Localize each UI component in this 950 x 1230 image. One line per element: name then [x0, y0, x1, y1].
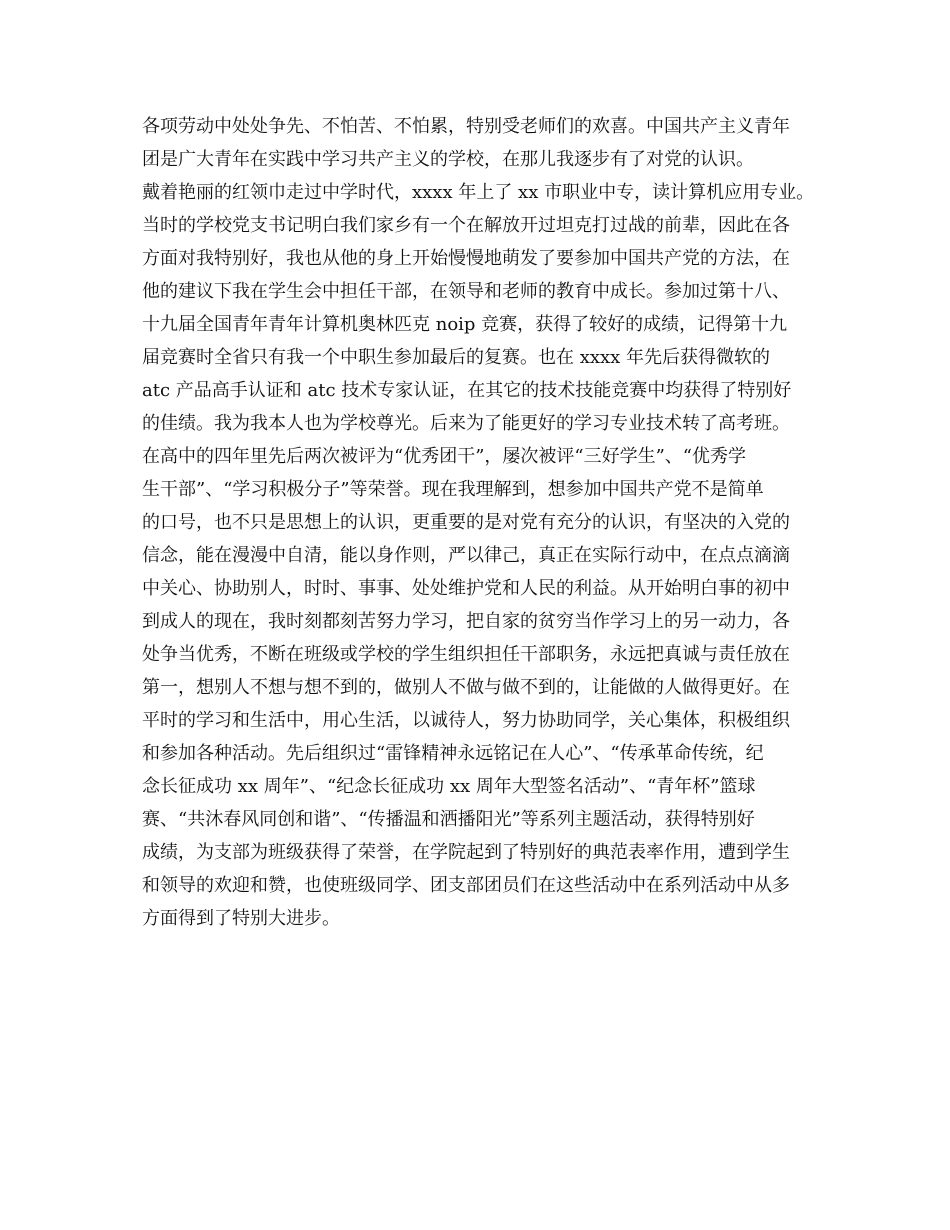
text-line: 他的建议下我在学生会中担任干部，在领导和老师的教育中成长。参加过第十八、	[142, 281, 790, 302]
text-line: 当时的学校党支书记明白我们家乡有一个在解放开过坦克打过战的前辈，因此在各	[142, 215, 790, 236]
text-line: 方面对我特别好，我也从他的身上开始慢慢地萌发了要参加中国共产党的方法，在	[142, 248, 790, 269]
text-line: 到成人的现在，我时刻都刻苦努力学习，把自家的贫穷当作学习上的另一动力，各	[142, 611, 790, 632]
text-line: 各项劳动中处处争先、不怕苦、不怕累，特别受老师们的欢喜。中国共产主义青年	[142, 116, 790, 137]
text-line: 第一，想别人不想与想不到的，做别人不做与做不到的，让能做的人做得更好。在	[142, 677, 790, 698]
text-line: 中关心、协助别人，时时、事事、处处维护党和人民的利益。从开始明白事的初中	[142, 578, 790, 599]
text-line: 方面得到了特别大进步。	[142, 908, 340, 929]
text-line: 届竞赛时全省只有我一个中职生参加最后的复赛。也在 xxxx 年先后获得微软的	[142, 347, 771, 368]
text-line: 念长征成功 xx 周年”、“纪念长征成功 xx 周年大型签名活动”、“青年杯”篮球	[142, 776, 756, 797]
text-line: 和领导的欢迎和赞，也使班级同学、团支部团员们在这些活动中在系列活动中从多	[142, 875, 790, 896]
text-line: 信念，能在漫漫中自清，能以身作则，严以律己，真正在实际行动中，在点点滴滴	[142, 545, 790, 566]
text-line: 的口号，也不只是思想上的认识，更重要的是对党有充分的认识，有坚决的入党的	[142, 512, 790, 533]
text-line: 团是广大青年在实践中学习共产主义的学校，在那儿我逐步有了对党的认识。	[142, 149, 754, 170]
text-line: 在高中的四年里先后两次被评为“优秀团干”，屡次被评“三好学生”、“优秀学	[142, 446, 747, 467]
text-line: 处争当优秀，不断在班级或学校的学生组织担任干部职务，永远把真诚与责任放在	[142, 644, 790, 665]
text-line: 成绩，为支部为班级获得了荣誉，在学院起到了特别好的典范表率作用，遭到学生	[142, 842, 790, 863]
text-line: 十九届全国青年青年计算机奥林匹克 noip 竞赛，获得了较好的成绩，记得第十九	[142, 314, 788, 335]
text-line: 戴着艳丽的红领巾走过中学时代，xxxx 年上了 xx 市职业中专，读计算机应用专业。	[142, 182, 815, 203]
text-line: 赛、“共沐春风同创和谐”、“传播温和洒播阳光”等系列主题活动，获得特别好	[142, 809, 755, 830]
document-body	[142, 110, 842, 935]
text-line: 平时的学习和生活中，用心生活，以诚待人，努力协助同学，关心集体，积极组织	[142, 710, 790, 731]
text-line: 和参加各种活动。先后组织过“雷锋精神永远铭记在人心”、“传承革命传统，纪	[142, 743, 764, 764]
text-line: 的佳绩。我为我本人也为学校尊光。后来为了能更好的学习专业技术转了高考班。	[142, 413, 790, 434]
text-line: 生干部”、“学习积极分子”等荣誉。现在我理解到，想参加中国共产党不是简单	[142, 479, 764, 500]
text-line: atc 产品高手认证和 atc 技术专家认证，在其它的技术技能竞赛中均获得了特别好	[142, 380, 792, 401]
